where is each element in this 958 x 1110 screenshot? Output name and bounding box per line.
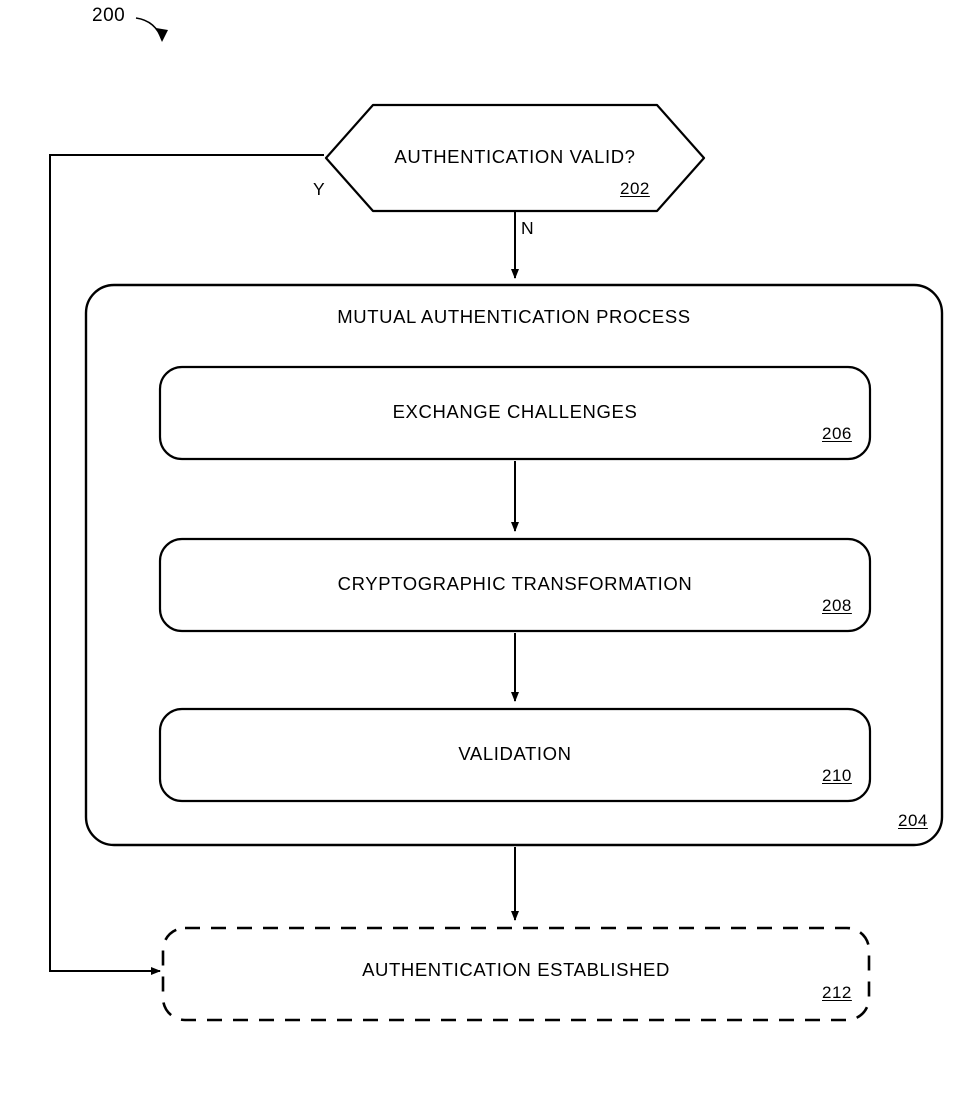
figure-number: 200 (92, 5, 126, 26)
process-group-label: MUTUAL AUTHENTICATION PROCESS (337, 306, 691, 327)
step-label-cryptographic-transformation: CRYPTOGRAPHIC TRANSFORMATION (337, 573, 693, 594)
figure-lead-line (136, 18, 168, 42)
decision-node-ref: 202 (620, 179, 650, 198)
step-label-validation: VALIDATION (458, 743, 572, 764)
result-label: AUTHENTICATION ESTABLISHED (362, 959, 670, 980)
step-ref-210: 210 (822, 766, 852, 785)
step-ref-206: 206 (822, 424, 852, 443)
branch-label-yes: Y (313, 179, 326, 199)
step-label-exchange-challenges: EXCHANGE CHALLENGES (392, 401, 638, 422)
decision-node-label: AUTHENTICATION VALID? (394, 146, 636, 167)
branch-label-no: N (521, 218, 535, 238)
process-group-ref: 204 (898, 811, 928, 830)
step-ref-208: 208 (822, 596, 852, 615)
result-ref: 212 (822, 983, 852, 1002)
